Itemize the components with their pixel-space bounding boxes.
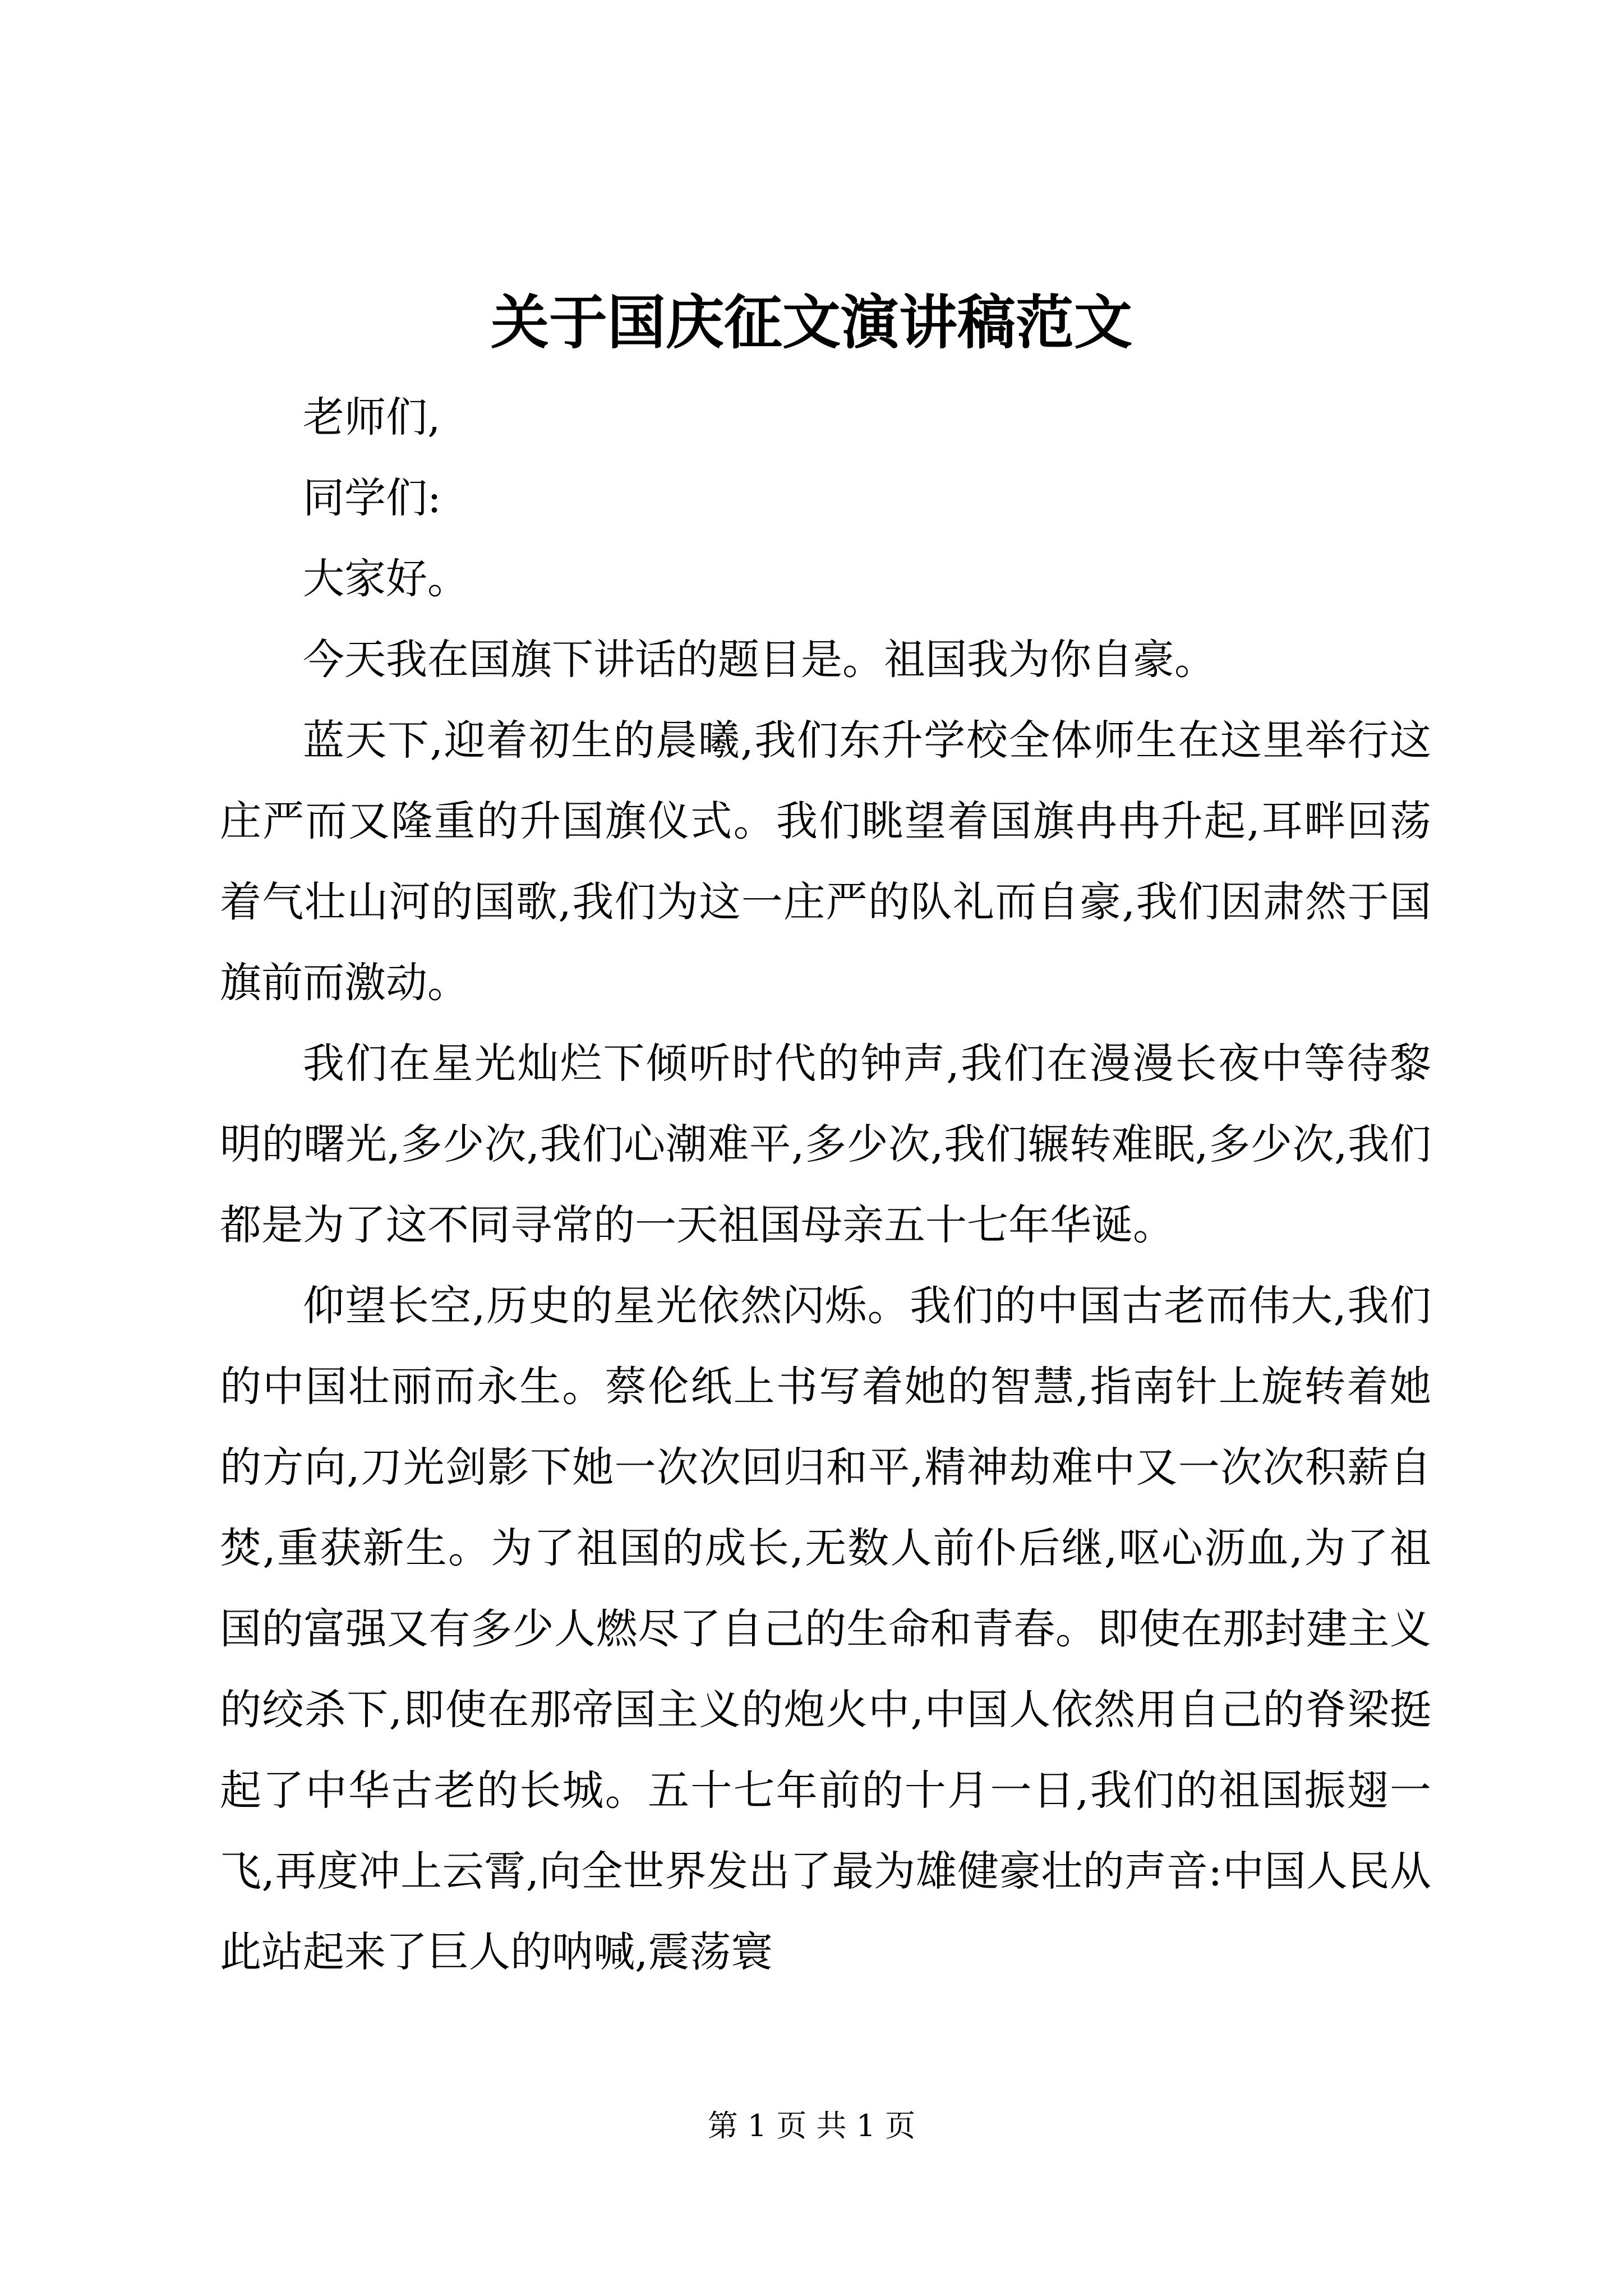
salutation-teachers: 老师们, (303, 393, 441, 441)
topic-paragraph: 今天我在国旗下讲话的题目是。祖国我为你自豪。 (303, 636, 1216, 684)
body-paragraph: 我们在星光灿烂下倾听时代的钟声,我们在漫漫长夜中等待黎明的曙光,多少次,我们心潮难平,多少次,我们辗转难眠,多少次,我们都是为了这不同寻常的一天祖国母亲五十七年华诞。 (220, 1039, 1431, 1249)
body-paragraph: 仰望长空,历史的星光依然闪烁。我们的中国古老而伟大,我们的中国壮丽而永生。蔡伦纸上书写着她的智慧,指南针上旋转着她的方向,刀光剑影下她一次次回归和平,精神劫难中又一次次积薪自焚,重获新生。为了祖国的成长,无数人前仆后继,呕心沥血,为了祖国的富强又有多少人燃尽了自己的生命和青春。即使在那封建主义的绞杀下,即使在那帝国主义的炮火中,中国人依然用自己的脊梁挺起了中华古老的长城。五十七年前的十月一日,我们的祖国振翅一飞,再度冲上云霄,向全世界发出了最为雄健豪壮的声音:中国人民从此站起来了巨人的呐喊,震荡寰 (220, 1282, 1431, 1976)
greeting: 大家好。 (303, 555, 469, 603)
salutation-students: 同学们: (303, 474, 441, 522)
page-number-footer: 第 1 页 共 1 页 (707, 2108, 916, 2143)
document-title: 关于国庆征文演讲稿范文 (490, 288, 1132, 357)
body-paragraph: 蓝天下,迎着初生的晨曦,我们东升学校全体师生在这里举行这庄严而又隆重的升国旗仪式。我们眺望着国旗冉冉升起,耳畔回荡着气壮山河的国歌,我们为这一庄严的队礼而自豪,我们因肃然于国旗前而激动。 (220, 716, 1431, 1007)
document-body (220, 377, 1431, 1993)
